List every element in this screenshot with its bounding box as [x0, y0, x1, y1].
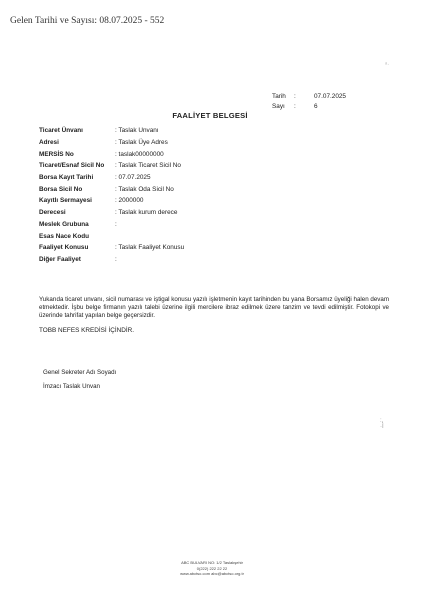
- field-label: Diğer Faaliyet: [39, 255, 81, 263]
- meta-date-colon: :: [294, 92, 296, 100]
- field-row: [39, 172, 184, 184]
- signatory-title: İmzacı Taslak Unvan: [43, 383, 100, 390]
- field-label: Derecesi: [39, 209, 66, 217]
- field-row: [39, 183, 184, 195]
- field-row: [39, 207, 184, 219]
- document-meta: [272, 91, 346, 111]
- field-label: MERSİS No: [39, 150, 74, 158]
- margin-mark: ᵃ·: [385, 62, 390, 68]
- footer-address: [150, 560, 274, 577]
- field-row: [39, 230, 184, 242]
- margin-mark: :‚ ·Ì: [380, 418, 384, 430]
- field-row: [39, 254, 184, 266]
- field-row: [39, 160, 184, 172]
- meta-date-value: 07.07.2025: [314, 92, 346, 100]
- meta-date-row: [272, 91, 346, 101]
- meta-number-colon: :: [294, 102, 296, 110]
- field-row: [39, 137, 184, 149]
- field-label: Adresi: [39, 139, 59, 147]
- field-label: Ticaret Ünvanı: [39, 127, 83, 135]
- footer-address-line: ABC BULVARI NO: 1/2 Taslakşehir: [181, 560, 243, 565]
- document-title: FAALİYET BELGESİ: [172, 111, 248, 120]
- incoming-date-stamp: Gelen Tarihi ve Sayısı: 08.07.2025 - 552: [10, 16, 165, 26]
- field-label: Ticaret/Esnaf Sicil No: [39, 162, 105, 170]
- field-value: : 2000000: [115, 197, 144, 205]
- field-label: Meslek Grubuna: [39, 220, 89, 228]
- credit-line: TOBB NEFES KREDİSİ İÇİNDİR.: [39, 327, 135, 334]
- field-label: Borsa Kayıt Tarihi: [39, 174, 94, 182]
- field-row: [39, 242, 184, 254]
- company-fields: [39, 125, 184, 265]
- field-value: :: [115, 220, 117, 228]
- signature-block: [43, 369, 116, 397]
- footer-web-email: www.abctso.com abc@abctso.org.tr: [180, 571, 244, 577]
- field-row: [39, 148, 184, 160]
- field-row: [39, 195, 184, 207]
- field-value: : Taslak Faaliyet Konusu: [115, 244, 185, 252]
- footer-phone: 0(222) 222 22 22: [196, 565, 228, 571]
- field-value: :: [115, 255, 117, 263]
- meta-number-label: Sayı: [272, 102, 285, 110]
- field-value: : Taslak Unvanı: [115, 127, 159, 135]
- certificate-statement: Yukarıda ticaret unvanı, sicil numarası ve iştigal konusu yazılı işletmenin kayıt tarihinden bu yana Borsamız üyeliği halen devam etmektedir. İşbu belge firmanın yazılı talebi üzerine ilgili mercilere ibraz edilmek üzere tanzim ve tevdi edilmiştir. Fotokopi ve üzerinde tahrifat yapılan belge geçersizdir.: [39, 296, 389, 319]
- field-label: Kayıtlı Sermayesi: [39, 197, 92, 205]
- field-value: : 07.07.2025: [115, 174, 151, 182]
- field-value: : Taslak Oda Sicil No: [115, 185, 174, 193]
- field-row: [39, 219, 184, 231]
- field-label: Esas Nace Kodu: [39, 232, 90, 240]
- field-label: Faaliyet Konusu: [39, 244, 89, 252]
- field-value: : taslak00000000: [115, 150, 164, 158]
- signatory-name: Genel Sekreter Adı Soyadı: [43, 369, 117, 376]
- field-row: [39, 125, 184, 137]
- field-label: Borsa Sicil No: [39, 185, 83, 193]
- meta-date-label: Tarih: [272, 92, 286, 100]
- meta-number-row: [272, 101, 346, 111]
- meta-number-value: 6: [314, 102, 318, 110]
- field-value: : Taslak Üye Adres: [115, 139, 168, 147]
- field-value: : Taslak kurum derece: [115, 209, 178, 217]
- field-value: : Taslak Ticaret Sicil No: [115, 162, 181, 170]
